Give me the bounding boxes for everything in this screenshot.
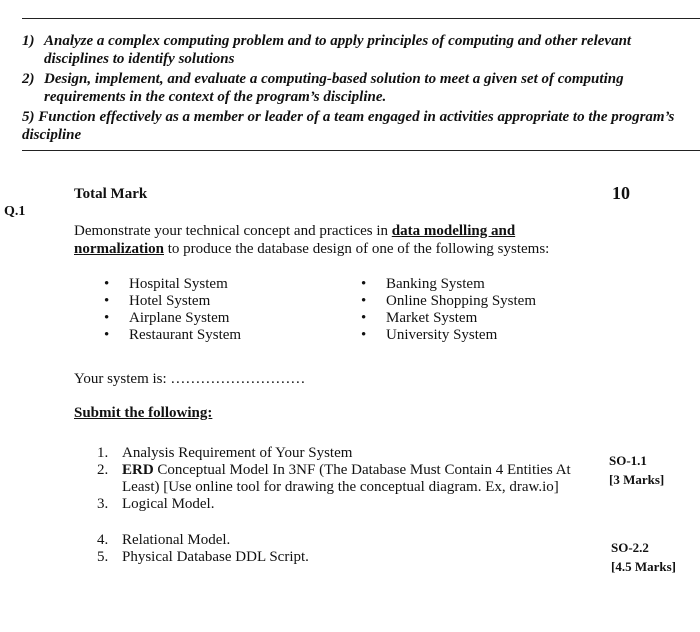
task-list-group-2 <box>97 532 597 566</box>
task-number: 2. <box>97 462 109 478</box>
bullet: • <box>104 310 110 326</box>
prompt-text-end: to produce the database design of one of the following systems: <box>164 241 550 257</box>
list-item <box>97 462 597 496</box>
task-number: 4. <box>97 532 109 548</box>
so-marks: [4.5 Marks] <box>611 559 676 574</box>
system-option: Market System <box>386 310 478 326</box>
bullet: • <box>361 293 367 309</box>
outcomes-bottom-rule <box>22 150 700 151</box>
list-item <box>104 293 241 310</box>
so-block-1 <box>609 451 664 489</box>
outcome-1 <box>22 32 678 68</box>
task-text: Relational Model. <box>122 532 231 548</box>
list-item <box>104 310 241 327</box>
task-text: Physical Database DDL Script. <box>122 549 309 565</box>
prompt-emphasis: data modelling and normalization <box>74 223 516 257</box>
system-option: Airplane System <box>129 310 230 326</box>
so-code: SO-1.1 <box>609 453 647 468</box>
system-option: Hospital System <box>129 276 228 292</box>
outcome-number: 1) <box>22 33 35 49</box>
system-option: Restaurant System <box>129 327 242 343</box>
list-item <box>97 445 597 462</box>
outcome-2 <box>22 70 678 106</box>
question-prompt <box>74 222 604 258</box>
bullet: • <box>104 276 110 292</box>
total-mark-label: Total Mark <box>74 186 148 202</box>
systems-list-left <box>104 276 241 344</box>
list-item <box>97 496 597 513</box>
learning-outcomes <box>22 32 678 146</box>
bullet: • <box>104 293 110 309</box>
list-item <box>104 276 241 293</box>
list-item <box>104 327 241 344</box>
task-number: 5. <box>97 549 109 565</box>
outcome-number: 2) <box>22 71 35 87</box>
task-keyword: ERD <box>122 462 154 478</box>
list-item <box>361 276 536 293</box>
your-system-line: Your system is: ……………………… <box>74 371 306 387</box>
bullet: • <box>361 327 367 343</box>
outcome-text: Function effectively as a member or leader of a team engaged in activities appropriate to the program’s discipline <box>22 109 675 143</box>
top-rule <box>22 18 700 19</box>
prompt-text-start: Demonstrate your technical concept and practices in <box>74 223 392 239</box>
outcome-5 <box>22 108 678 144</box>
task-number: 3. <box>97 496 109 512</box>
list-item <box>97 549 597 566</box>
systems-list-right <box>361 276 536 344</box>
total-mark-value: 10 <box>612 183 630 203</box>
so-block-2 <box>611 538 676 576</box>
outcome-text: Analyze a complex computing problem and to apply principles of computing and other relevant disciplines to identify solutions <box>44 33 632 67</box>
task-text: Logical Model. <box>122 496 215 512</box>
outcome-text: Design, implement, and evaluate a computing-based solution to meet a given set of computing requirements in the context of the program’s discipline. <box>44 71 624 105</box>
so-code: SO-2.2 <box>611 540 649 555</box>
list-item <box>361 327 536 344</box>
list-item <box>361 310 536 327</box>
system-option: Banking System <box>386 276 485 292</box>
task-text: Analysis Requirement of Your System <box>122 445 353 461</box>
task-text: Conceptual Model In 3NF (The Database Must Contain 4 Entities At Least) [Use online tool for drawing the conceptual diagram. Ex, draw.io] <box>122 462 571 495</box>
list-item <box>97 532 597 549</box>
system-option: Online Shopping System <box>386 293 537 309</box>
task-list-group-1 <box>97 445 597 513</box>
list-item <box>361 293 536 310</box>
outcome-number: 5) <box>22 109 35 125</box>
question-number: Q.1 <box>4 204 26 219</box>
system-option: University System <box>386 327 498 343</box>
system-option: Hotel System <box>129 293 211 309</box>
submit-heading: Submit the following: <box>74 405 213 421</box>
bullet: • <box>361 310 367 326</box>
bullet: • <box>104 327 110 343</box>
so-marks: [3 Marks] <box>609 472 665 487</box>
bullet: • <box>361 276 367 292</box>
task-number: 1. <box>97 445 109 461</box>
